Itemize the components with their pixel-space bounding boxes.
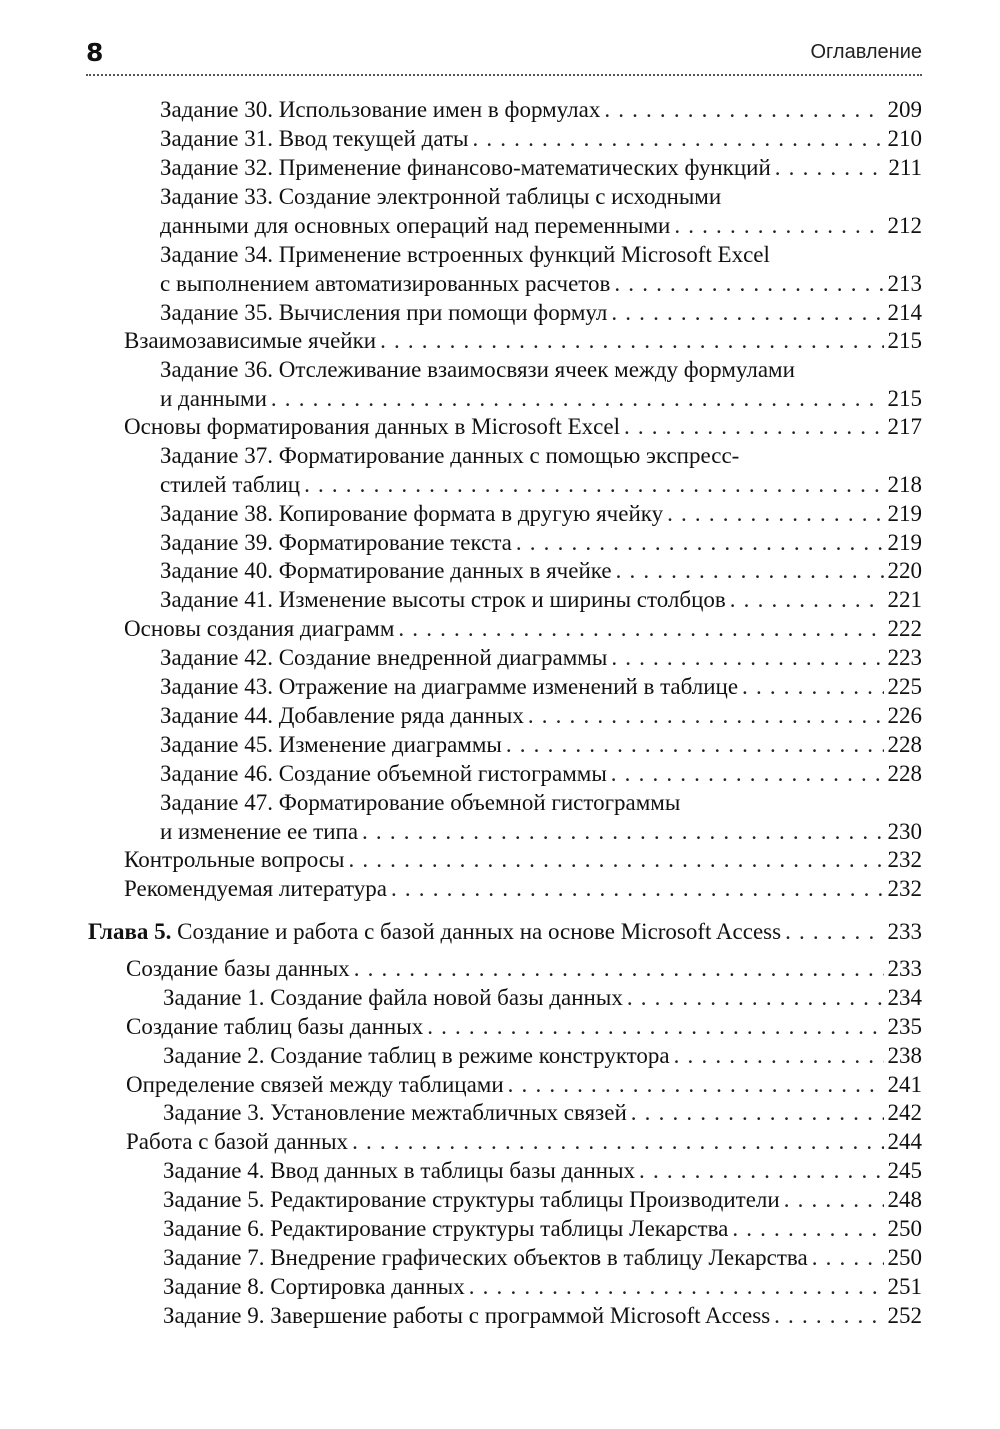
toc-entry bbox=[163, 1157, 922, 1185]
toc-entry-title: Взаимозависимые ячейки bbox=[124, 328, 377, 353]
toc-entry-title: и изменение ее типа bbox=[160, 819, 359, 844]
chapter-page: 233 bbox=[887, 919, 922, 944]
toc-section-entry bbox=[124, 413, 922, 441]
toc-entry-page: 241 bbox=[887, 1072, 922, 1097]
toc-entry-page: 220 bbox=[887, 558, 922, 583]
toc-entry-page: 225 bbox=[887, 674, 922, 699]
toc-entry-page: 219 bbox=[887, 530, 922, 555]
toc-section-entry bbox=[124, 327, 922, 355]
toc-entry bbox=[163, 984, 922, 1012]
toc-entry bbox=[160, 673, 922, 701]
toc-entry-page: 221 bbox=[887, 587, 922, 612]
toc-section-entry bbox=[124, 846, 922, 874]
toc-entry-page: 214 bbox=[887, 300, 922, 325]
toc-entry-page: 212 bbox=[887, 213, 922, 238]
toc-entry-page: 228 bbox=[887, 732, 922, 757]
toc-entry-title: Задание 31. Ввод текущей даты bbox=[160, 126, 469, 151]
toc-entry bbox=[163, 1302, 922, 1330]
toc-entry bbox=[163, 1273, 922, 1301]
toc-entry-page: 238 bbox=[887, 1043, 922, 1068]
toc-entry-title: Задание 2. Создание таблиц в режиме конструктора bbox=[163, 1043, 670, 1068]
toc-entry bbox=[160, 529, 922, 557]
page-number: 8 bbox=[86, 38, 104, 67]
toc-entry-title: Задание 8. Сортировка данных bbox=[163, 1274, 465, 1299]
toc-entry-page: 232 bbox=[887, 847, 922, 872]
toc-entry-page: 242 bbox=[887, 1100, 922, 1125]
toc-entry bbox=[160, 212, 922, 240]
toc-entry-page: 234 bbox=[887, 985, 922, 1010]
toc-entry-page: 233 bbox=[887, 956, 922, 981]
toc-entry-page: 219 bbox=[887, 501, 922, 526]
toc-entry-title: и данными bbox=[160, 386, 267, 411]
toc-entry-first-line: Задание 36. Отслеживание взаимосвязи ячеек между формулами bbox=[160, 357, 795, 382]
toc-entry-page: 251 bbox=[887, 1274, 922, 1299]
toc-entry-page: 250 bbox=[887, 1245, 922, 1270]
toc-chapter-entry bbox=[88, 918, 922, 946]
toc-entry bbox=[160, 96, 922, 124]
toc-entry-page: 245 bbox=[887, 1158, 922, 1183]
toc-entry-page: 217 bbox=[887, 414, 922, 439]
toc-entry-title: Работа с базой данных bbox=[126, 1129, 349, 1154]
toc-entry bbox=[160, 702, 922, 730]
toc-entry-title: Задание 3. Установление межтабличных связей bbox=[163, 1100, 627, 1125]
toc-entry-title: Задание 5. Редактирование структуры таблицы Производители bbox=[163, 1187, 780, 1212]
toc-entry-first-line: Задание 34. Применение встроенных функций Microsoft Excel bbox=[160, 242, 770, 267]
toc-entry bbox=[163, 1042, 922, 1070]
toc-entry-title: Задание 44. Добавление ряда данных bbox=[160, 703, 524, 728]
toc-entry bbox=[160, 644, 922, 672]
toc-entry bbox=[160, 731, 922, 759]
toc-entry bbox=[160, 125, 922, 153]
toc-entry-first-line: Задание 33. Создание электронной таблицы с исходными bbox=[160, 184, 722, 209]
toc-entry-page: 213 bbox=[887, 271, 922, 296]
toc-entry-title: Задание 7. Внедрение графических объектов в таблицу Лекарства bbox=[163, 1245, 808, 1270]
toc-entry-first-line: Задание 37. Форматирование данных с помощью экспресс- bbox=[160, 443, 740, 468]
toc-entry-title: Задание 9. Завершение работы с программой Microsoft Access bbox=[163, 1303, 771, 1328]
toc-entry-page: 248 bbox=[887, 1187, 922, 1212]
toc-entry-page: 250 bbox=[887, 1216, 922, 1241]
toc-entry-page: 228 bbox=[887, 761, 922, 786]
toc-entry bbox=[160, 154, 922, 182]
toc-entry-title: с выполнением автоматизированных расчетов bbox=[160, 271, 611, 296]
toc-entry-page: 222 bbox=[887, 616, 922, 641]
toc-entry bbox=[160, 557, 922, 585]
chapter-title: Создание и работа с базой данных на основе Microsoft Access bbox=[177, 919, 782, 944]
toc-entry-title: Задание 40. Форматирование данных в ячейке bbox=[160, 558, 612, 583]
toc-entry-title: Контрольные вопросы bbox=[124, 847, 345, 872]
toc-entry-title: Создание базы данных bbox=[126, 956, 350, 981]
toc-entry-title: Задание 46. Создание объемной гистограммы bbox=[160, 761, 607, 786]
toc-entry-title: Задание 42. Создание внедренной диаграммы bbox=[160, 645, 608, 670]
toc-entry-page: 209 bbox=[887, 97, 922, 122]
toc-entry bbox=[163, 1215, 922, 1243]
toc-entry-page: 230 bbox=[887, 819, 922, 844]
toc-entry-page: 223 bbox=[887, 645, 922, 670]
toc-entry-page: 232 bbox=[887, 876, 922, 901]
running-title: Оглавление bbox=[810, 41, 922, 63]
toc-entry bbox=[160, 471, 922, 499]
toc-entry-title: Задание 45. Изменение диаграммы bbox=[160, 732, 502, 757]
toc-entry-title: Задание 41. Изменение высоты строк и ширины столбцов bbox=[160, 587, 726, 612]
toc-entry bbox=[160, 760, 922, 788]
toc-entry-title: Определение связей между таблицами bbox=[126, 1072, 504, 1097]
toc-entry bbox=[160, 270, 922, 298]
toc-entry-page: 226 bbox=[887, 703, 922, 728]
toc-entry-title: Задание 38. Копирование формата в другую ячейку bbox=[160, 501, 664, 526]
toc-entry-title: Основы создания диаграмм bbox=[124, 616, 395, 641]
toc-entry-page: 215 bbox=[887, 328, 922, 353]
toc-entry bbox=[163, 1186, 922, 1214]
toc-entry bbox=[160, 385, 922, 413]
toc-entry-title: Задание 39. Форматирование текста bbox=[160, 530, 512, 555]
toc-entry-first-line: Задание 47. Форматирование объемной гистограммы bbox=[160, 790, 681, 815]
toc-entry-page: 218 bbox=[887, 472, 922, 497]
toc-entry-title: Основы форматирования данных в Microsoft Excel bbox=[124, 414, 620, 439]
toc-entry bbox=[160, 299, 922, 327]
toc-entry-title: стилей таблиц bbox=[160, 472, 301, 497]
toc-section-entry bbox=[126, 1071, 922, 1099]
toc-entry-page: 244 bbox=[887, 1129, 922, 1154]
toc-entry-title: Создание таблиц базы данных bbox=[126, 1014, 424, 1039]
toc-section-entry bbox=[126, 1128, 922, 1156]
toc-entry-title: Задание 35. Вычисления при помощи формул bbox=[160, 300, 608, 325]
toc-section-entry bbox=[126, 1013, 922, 1041]
toc-entry bbox=[160, 586, 922, 614]
toc-entry-page: 211 bbox=[888, 155, 922, 180]
toc-entry-title: Задание 6. Редактирование структуры таблицы Лекарства bbox=[163, 1216, 729, 1241]
chapter-label: Глава 5. bbox=[88, 919, 172, 944]
toc-section-entry bbox=[126, 955, 922, 983]
toc-entry-title: Задание 1. Создание файла новой базы данных bbox=[163, 985, 623, 1010]
toc-entry-page: 210 bbox=[887, 126, 922, 151]
toc-entry bbox=[163, 1099, 922, 1127]
toc-entry-title: данными для основных операций над переменными bbox=[160, 213, 671, 238]
toc-entry-title: Задание 4. Ввод данных в таблицы базы данных bbox=[163, 1158, 636, 1183]
toc-entry-title: Задание 30. Использование имен в формулах bbox=[160, 97, 601, 122]
toc-entry-page: 215 bbox=[887, 386, 922, 411]
toc-entry bbox=[160, 500, 922, 528]
toc-entry-page: 252 bbox=[887, 1303, 922, 1328]
toc-entry bbox=[163, 1244, 922, 1272]
toc-entry-title: Задание 32. Применение финансово-математических функций bbox=[160, 155, 771, 180]
toc-entry-page: 235 bbox=[887, 1014, 922, 1039]
toc-section-entry bbox=[124, 615, 922, 643]
toc-section-entry bbox=[124, 875, 922, 903]
toc-entry bbox=[160, 818, 922, 846]
toc-entry-title: Задание 43. Отражение на диаграмме изменений в таблице bbox=[160, 674, 739, 699]
toc-entry-title: Рекомендуемая литература bbox=[124, 876, 387, 901]
